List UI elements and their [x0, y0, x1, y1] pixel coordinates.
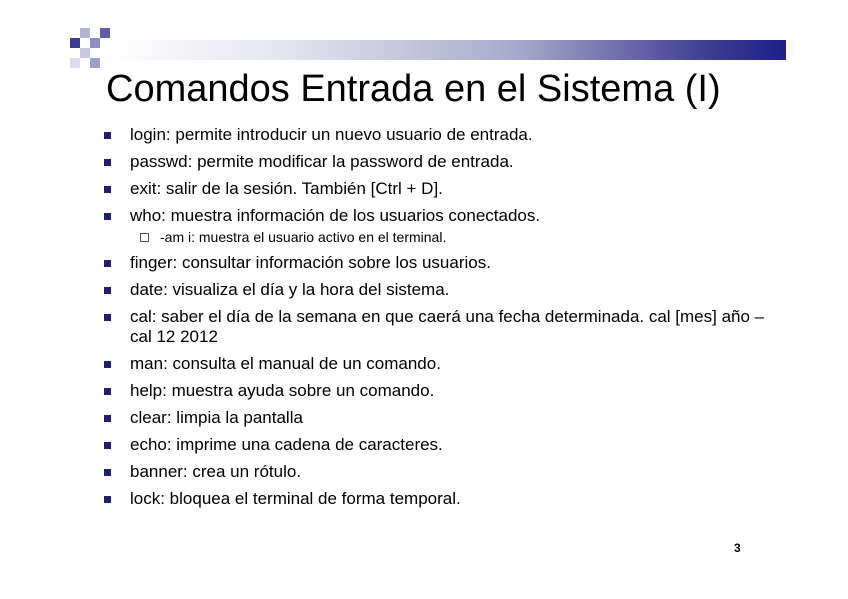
list-item: [102, 206, 782, 226]
bullet-list: [102, 125, 782, 516]
list-item: [102, 435, 782, 455]
square-bullet-icon: [104, 388, 111, 395]
list-item-text: echo: imprime una cadena de caracteres.: [130, 435, 443, 454]
list-item-text: cal: saber el día de la semana en que caerá una fecha determinada. cal [mes] año – cal 12 2012: [130, 307, 765, 346]
list-item-text: who: muestra información de los usuarios conectados.: [130, 206, 541, 225]
list-item-text: finger: consultar información sobre los usuarios.: [130, 253, 491, 272]
list-item-text: passwd: permite modificar la password de entrada.: [130, 152, 514, 171]
square-bullet-icon: [104, 186, 111, 193]
list-item: [102, 307, 782, 347]
list-item: [102, 125, 782, 145]
list-item: [102, 354, 782, 374]
square-bullet-icon: [104, 415, 111, 422]
list-item: [102, 253, 782, 273]
page-number: 3: [734, 541, 741, 555]
square-bullet-icon: [104, 132, 111, 139]
square-bullet-icon: [104, 496, 111, 503]
sub-list-item-text: -am i: muestra el usuario activo en el terminal.: [160, 229, 447, 245]
square-bullet-icon: [104, 260, 111, 267]
list-item: [102, 152, 782, 172]
list-item-text: man: consulta el manual de un comando.: [130, 354, 441, 373]
hollow-square-bullet-icon: [140, 233, 149, 242]
header-gradient-bar: [108, 40, 786, 60]
list-item: [102, 179, 782, 199]
list-item-text: lock: bloquea el terminal de forma temporal.: [130, 489, 461, 508]
square-bullet-icon: [104, 213, 111, 220]
slide-title: Comandos Entrada en el Sistema (I): [106, 68, 721, 110]
list-item: [102, 408, 782, 428]
list-item-text: date: visualiza el día y la hora del sistema.: [130, 280, 450, 299]
list-item-text: help: muestra ayuda sobre un comando.: [130, 381, 435, 400]
list-item-text: banner: crea un rótulo.: [130, 462, 302, 481]
square-bullet-icon: [104, 159, 111, 166]
list-item-text: exit: salir de la sesión. También [Ctrl + D].: [130, 179, 443, 198]
square-bullet-icon: [104, 442, 111, 449]
list-item: [102, 489, 782, 509]
sub-list-item: [102, 229, 782, 246]
list-item-text: login: permite introducir un nuevo usuario de entrada.: [130, 125, 533, 144]
square-bullet-icon: [104, 287, 111, 294]
list-item: [102, 381, 782, 401]
square-bullet-icon: [104, 469, 111, 476]
list-item: [102, 462, 782, 482]
list-item-text: clear: limpia la pantalla: [130, 408, 303, 427]
square-bullet-icon: [104, 314, 111, 321]
list-item: [102, 280, 782, 300]
square-bullet-icon: [104, 361, 111, 368]
